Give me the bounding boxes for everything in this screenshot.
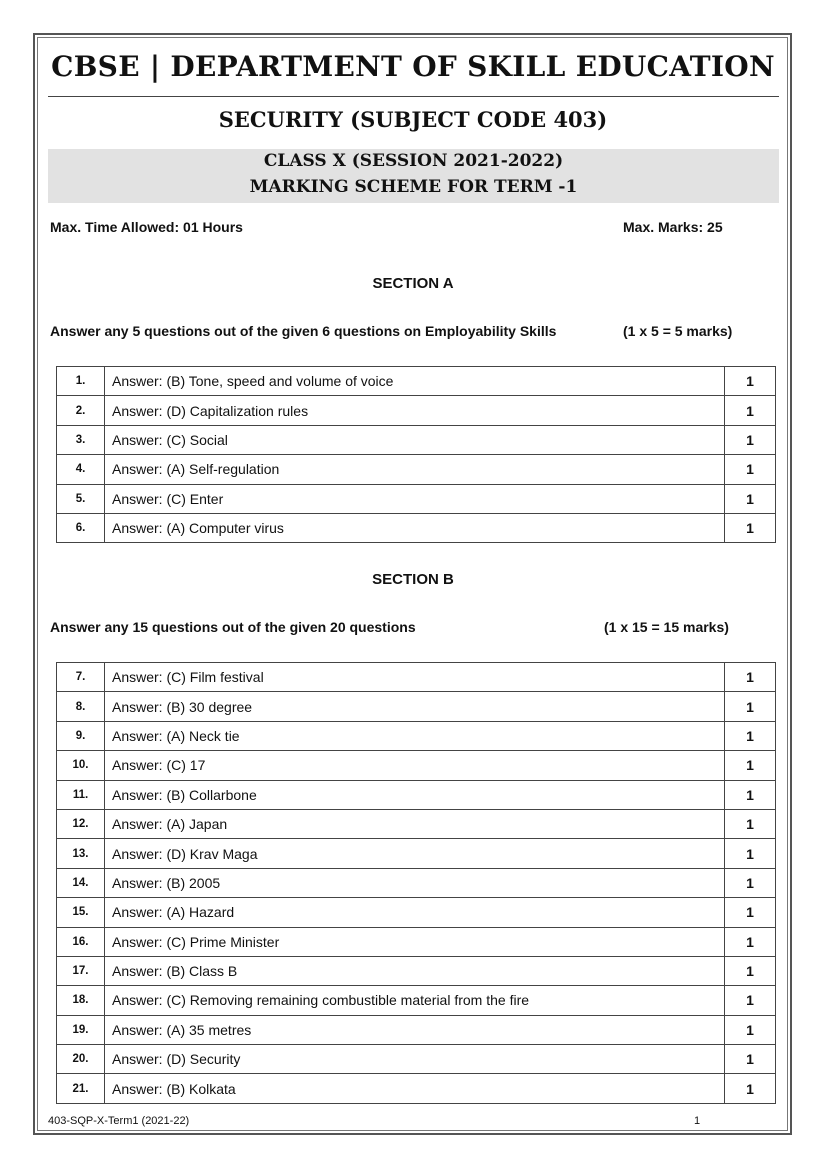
mark-value: 1: [725, 780, 776, 809]
answer-text: Answer: (D) Krav Maga: [105, 839, 725, 868]
table-row: [57, 425, 776, 454]
class-session: CLASS X (SESSION 2021-2022): [263, 151, 564, 171]
mark-value: 1: [725, 1045, 776, 1074]
section-a-heading: SECTION A: [372, 275, 454, 292]
mark-value: 1: [725, 898, 776, 927]
section-b-answer-table: [56, 662, 776, 1104]
answer-text: Answer: (C) 17: [105, 751, 725, 780]
table-row: [57, 663, 776, 692]
question-number: 20.: [57, 1045, 105, 1074]
mark-value: 1: [725, 809, 776, 838]
table-row: [57, 513, 776, 542]
answer-text: Answer: (B) Collarbone: [105, 780, 725, 809]
mark-value: 1: [725, 692, 776, 721]
answer-text: Answer: (A) 35 metres: [105, 1015, 725, 1044]
table-row: [57, 455, 776, 484]
table-row: [57, 956, 776, 985]
mark-value: 1: [725, 484, 776, 513]
question-number: 9.: [57, 721, 105, 750]
section-a-answer-table: [56, 366, 776, 543]
table-row: [57, 986, 776, 1015]
mark-value: 1: [725, 455, 776, 484]
answer-text: Answer: (B) 2005: [105, 868, 725, 897]
section-a-instruction: Answer any 5 questions out of the given 6 questions on Employability Skills: [50, 323, 557, 339]
answer-text: Answer: (C) Social: [105, 425, 725, 454]
mark-value: 1: [725, 425, 776, 454]
table-row: [57, 484, 776, 513]
footer-doc-code: 403-SQP-X-Term1 (2021-22): [48, 1115, 190, 1127]
question-number: 7.: [57, 663, 105, 692]
answer-text: Answer: (A) Hazard: [105, 898, 725, 927]
question-number: 16.: [57, 927, 105, 956]
question-number: 5.: [57, 484, 105, 513]
mark-value: 1: [725, 868, 776, 897]
answer-text: Answer: (C) Prime Minister: [105, 927, 725, 956]
question-number: 13.: [57, 839, 105, 868]
mark-value: 1: [725, 986, 776, 1015]
table-row: [57, 751, 776, 780]
document-title: CBSE | DEPARTMENT OF SKILL EDUCATION: [51, 50, 775, 83]
mark-value: 1: [725, 513, 776, 542]
answer-text: Answer: (C) Film festival: [105, 663, 725, 692]
table-row: [57, 868, 776, 897]
question-number: 21.: [57, 1074, 105, 1103]
question-number: 11.: [57, 780, 105, 809]
answer-text: Answer: (B) Tone, speed and volume of voice: [105, 367, 725, 396]
mark-value: 1: [725, 839, 776, 868]
scheme-banner: [48, 149, 779, 203]
answer-text: Answer: (A) Computer virus: [105, 513, 725, 542]
question-number: 14.: [57, 868, 105, 897]
answer-text: Answer: (C) Removing remaining combustible material from the fire: [105, 986, 725, 1015]
question-number: 18.: [57, 986, 105, 1015]
max-marks: Max. Marks: 25: [623, 219, 723, 235]
answer-text: Answer: (A) Neck tie: [105, 721, 725, 750]
table-row: [57, 809, 776, 838]
mark-value: 1: [725, 927, 776, 956]
question-number: 15.: [57, 898, 105, 927]
table-row: [57, 898, 776, 927]
answer-text: Answer: (B) Kolkata: [105, 1074, 725, 1103]
table-row: [57, 692, 776, 721]
question-number: 6.: [57, 513, 105, 542]
mark-value: 1: [725, 956, 776, 985]
table-row: [57, 367, 776, 396]
mark-value: 1: [725, 663, 776, 692]
answer-text: Answer: (D) Security: [105, 1045, 725, 1074]
table-row: [57, 839, 776, 868]
table-row: [57, 780, 776, 809]
answer-text: Answer: (B) 30 degree: [105, 692, 725, 721]
table-row: [57, 396, 776, 425]
answer-text: Answer: (A) Self-regulation: [105, 455, 725, 484]
question-number: 17.: [57, 956, 105, 985]
title-divider: [48, 96, 779, 97]
question-number: 19.: [57, 1015, 105, 1044]
mark-value: 1: [725, 367, 776, 396]
answer-text: Answer: (B) Class B: [105, 956, 725, 985]
mark-value: 1: [725, 751, 776, 780]
table-row: [57, 1045, 776, 1074]
question-number: 12.: [57, 809, 105, 838]
mark-value: 1: [725, 1074, 776, 1103]
max-time: Max. Time Allowed: 01 Hours: [50, 219, 243, 235]
section-a-marks-note: (1 x 5 = 5 marks): [623, 323, 733, 339]
footer-page-number: 1: [694, 1115, 701, 1127]
table-row: [57, 1074, 776, 1103]
table-row: [57, 927, 776, 956]
section-b-marks-note: (1 x 15 = 15 marks): [604, 619, 729, 635]
question-number: 8.: [57, 692, 105, 721]
section-b-instruction: Answer any 15 questions out of the given 20 questions: [50, 619, 416, 635]
answer-text: Answer: (D) Capitalization rules: [105, 396, 725, 425]
table-row: [57, 721, 776, 750]
subject-title: SECURITY (SUBJECT CODE 403): [218, 107, 608, 132]
marking-scheme-title: MARKING SCHEME FOR TERM -1: [249, 177, 578, 197]
mark-value: 1: [725, 1015, 776, 1044]
table-row: [57, 1015, 776, 1044]
question-number: 1.: [57, 367, 105, 396]
section-b-heading: SECTION B: [372, 571, 454, 588]
question-number: 3.: [57, 425, 105, 454]
answer-text: Answer: (C) Enter: [105, 484, 725, 513]
question-number: 10.: [57, 751, 105, 780]
mark-value: 1: [725, 721, 776, 750]
answer-text: Answer: (A) Japan: [105, 809, 725, 838]
question-number: 4.: [57, 455, 105, 484]
question-number: 2.: [57, 396, 105, 425]
mark-value: 1: [725, 396, 776, 425]
